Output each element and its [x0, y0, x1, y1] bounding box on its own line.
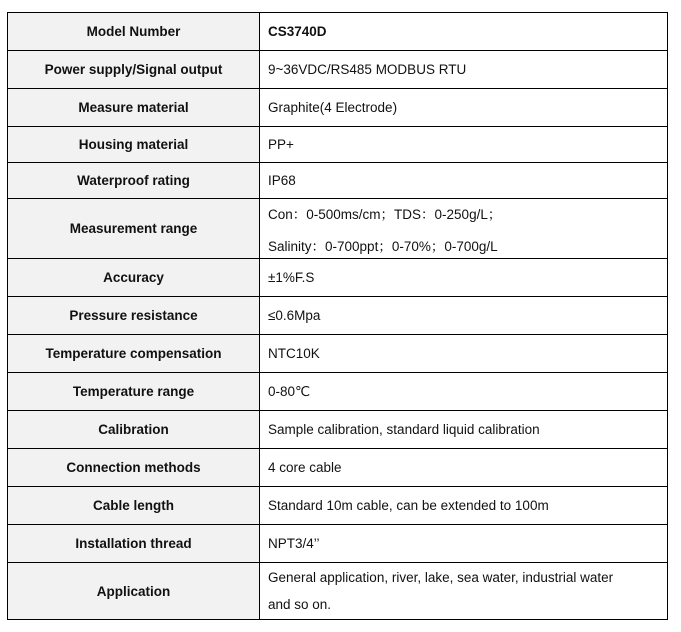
row-value: PP+ [260, 127, 668, 163]
row-label: Application [8, 563, 260, 620]
row-label: Measure material [8, 89, 260, 127]
table-row [8, 563, 668, 620]
spec-table [7, 12, 668, 620]
row-label: Installation thread [8, 525, 260, 563]
table-row [8, 297, 668, 335]
row-value: NPT3/4’’ [260, 525, 668, 563]
row-label: Measurement range [8, 199, 260, 259]
row-value: Standard 10m cable, can be extended to 100m [260, 487, 668, 525]
row-value-line: Salinity：0-700ppt；0-70%；0-700g/L [268, 238, 498, 254]
table-row [8, 51, 668, 89]
row-label: Accuracy [8, 259, 260, 297]
row-value: ≤0.6Mpa [260, 297, 668, 335]
table-row [8, 259, 668, 297]
table-row [8, 525, 668, 563]
table-row [8, 449, 668, 487]
row-value: IP68 [260, 163, 668, 199]
row-value: ±1%F.S [260, 259, 668, 297]
row-value: 4 core cable [260, 449, 668, 487]
table-row [8, 89, 668, 127]
row-label: Temperature range [8, 373, 260, 411]
row-label: Housing material [8, 127, 260, 163]
row-value: Sample calibration, standard liquid calibration [260, 411, 668, 449]
table-row [8, 335, 668, 373]
row-value: 9~36VDC/RS485 MODBUS RTU [260, 51, 668, 89]
table-row [8, 127, 668, 163]
row-value: Graphite(4 Electrode) [260, 89, 668, 127]
table-row [8, 163, 668, 199]
row-label: Temperature compensation [8, 335, 260, 373]
row-value: 0-80℃ [260, 373, 668, 411]
row-value [260, 563, 668, 620]
row-label: Model Number [8, 13, 260, 51]
row-value-line: General application, river, lake, sea water, industrial water [268, 570, 614, 585]
row-label: Power supply/Signal output [8, 51, 260, 89]
row-label: Pressure resistance [8, 297, 260, 335]
row-value-line: Con：0-500ms/cm；TDS：0-250g/L； [268, 206, 502, 222]
table-row [8, 487, 668, 525]
row-value: CS3740D [260, 13, 668, 51]
row-label: Calibration [8, 411, 260, 449]
table-row [8, 199, 668, 259]
row-value [260, 199, 668, 259]
table-row [8, 13, 668, 51]
row-label: Cable length [8, 487, 260, 525]
row-value: NTC10K [260, 335, 668, 373]
table-row [8, 411, 668, 449]
row-value-line: and so on. [268, 597, 332, 612]
row-label: Waterproof rating [8, 163, 260, 199]
row-label: Connection methods [8, 449, 260, 487]
table-row [8, 373, 668, 411]
